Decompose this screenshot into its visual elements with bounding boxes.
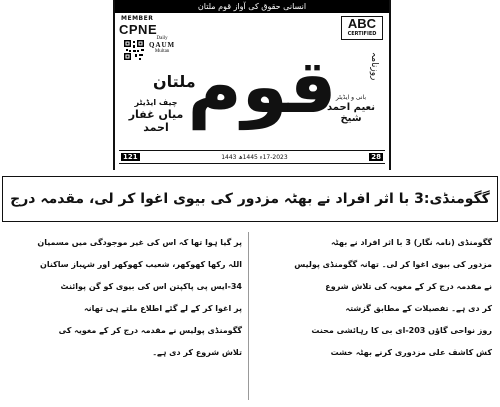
article-line: تلاش شروع کر دی ہے۔ [152, 348, 242, 357]
qr-code-icon [123, 39, 145, 61]
column-divider [248, 232, 249, 400]
article-line: گگومنڈی (نامہ نگار) 3 با اثر افراد نے بھٹہ [330, 238, 492, 247]
abc-certified-badge [341, 16, 383, 40]
abc-certified-label: CERTIFIED [347, 31, 377, 37]
article-line: گگومنڈی پولیس نے مقدمہ درج کر کے مغویہ کی [58, 326, 242, 335]
abc-label: ABC [347, 16, 377, 31]
founder-label: بانی و ایڈیٹر [335, 94, 367, 101]
member-label: MEMBER [121, 15, 154, 22]
article-line: اللہ رکھا کھوکھر، شعیب کھوکھر اور شہباز ساکنان [40, 260, 242, 269]
article-line: نے مقدمہ درج کر کے مغویہ کی تلاش شروع [325, 282, 492, 291]
issue-number: 121 [123, 153, 138, 161]
headline-box [2, 176, 498, 222]
newspaper-masthead [113, 0, 391, 170]
article-column-right [256, 232, 492, 364]
article-line: مزدور کی بیوی اغوا کر لی۔ تھانہ گگومنڈی پولیس [294, 260, 492, 269]
volume-number: 28 [371, 153, 381, 161]
article-line: روز نواحی گاؤں 203-ای بی کا رہائشی محنت [311, 326, 492, 335]
article-line: 34-ایس پی پاکپتن اس کی بیوی کو گن پوائنٹ [60, 282, 242, 291]
article-line: پر گیا ہوا تھا کہ اس کی غیر موجودگی میں مسمیان [37, 238, 242, 247]
dateline-bar [119, 150, 385, 164]
city-name: ملتان [153, 72, 196, 91]
founder-name: نعیم احمد شیخ [327, 102, 375, 124]
chief-editor-name: میاں غفار احمد [128, 108, 184, 134]
daily-qaum-logotype [149, 36, 175, 55]
article-column-left [6, 232, 242, 364]
article-line: کش کاشف علی مزدوری کرنے بھٹہ خشت [330, 348, 492, 357]
multan-label: Multan [154, 49, 170, 55]
article-body [6, 232, 492, 402]
issue-date: 17-2023ء 1445ھ 1443 [221, 153, 288, 161]
article-line: پر اغوا کر کے لے گئے اطلاع ملتے ہی تھانہ [83, 304, 242, 313]
svg-text:قوم: قوم [187, 44, 337, 130]
qaum-label: QAUM [149, 40, 176, 49]
qaum-logo [187, 38, 337, 130]
masthead-tagline: انسانی حقوق کی آواز قوم ملتان [115, 0, 389, 13]
roznama-label: روزنامہ [369, 52, 379, 81]
chief-editor-label: چیف ایڈیٹر [134, 98, 178, 107]
article-headline: گگومنڈی:3 با اثر افراد نے بھٹہ مزدور کی بیوی اغوا کر لی، مقدمہ درج [10, 191, 490, 207]
article-line: کر دی ہے۔ تفصیلات کے مطابق گزشتہ [345, 304, 492, 313]
daily-label: Daily [156, 36, 168, 41]
cpne-badge: CPNE [119, 22, 158, 37]
